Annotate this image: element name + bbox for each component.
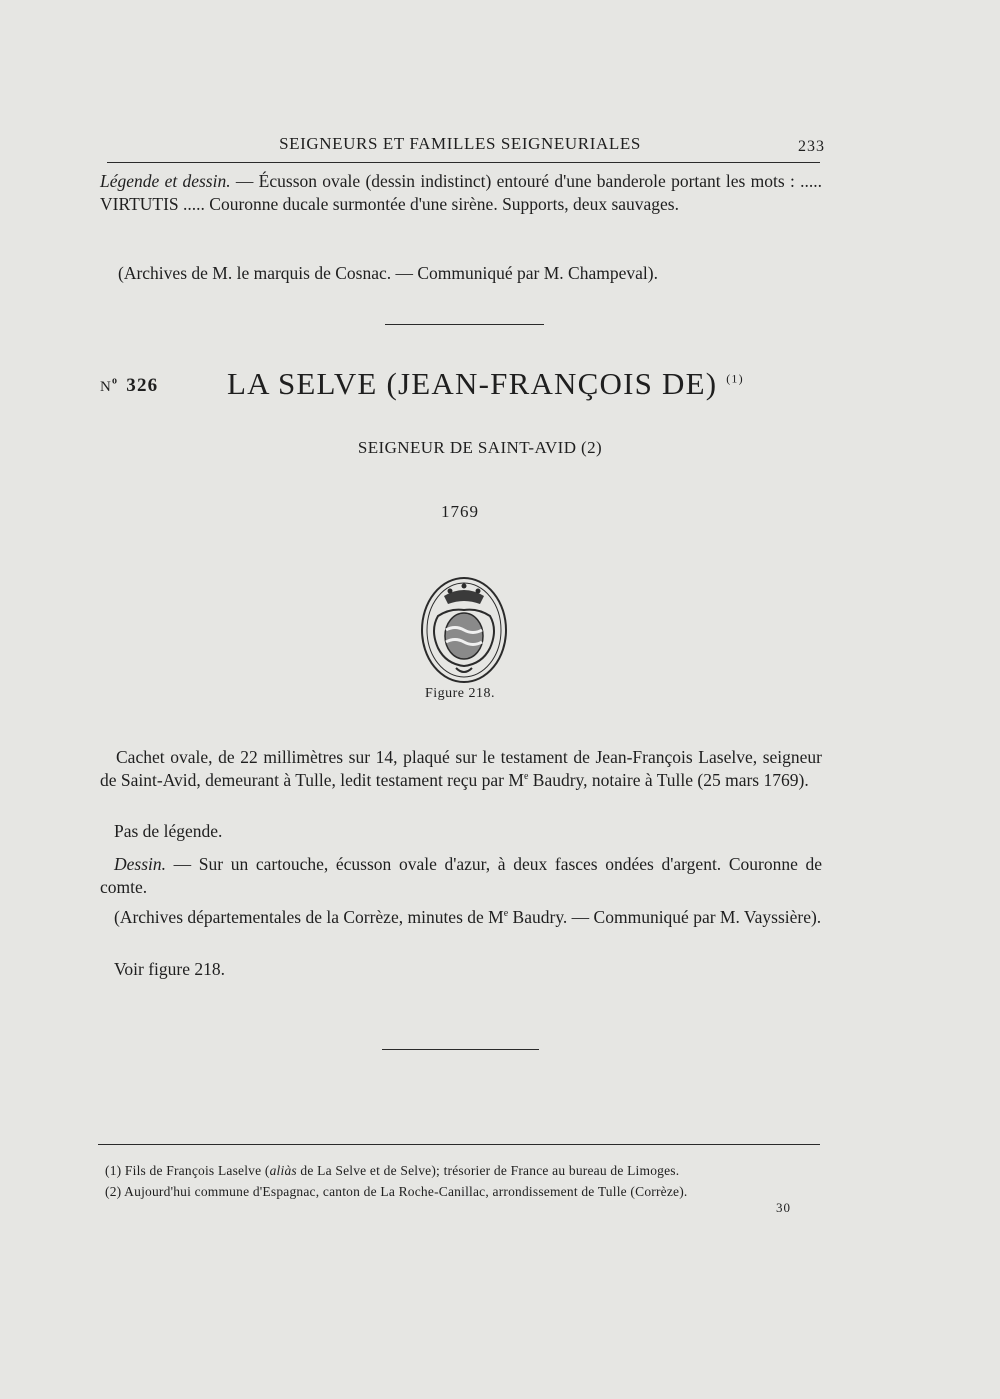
drawing-label: Dessin. (114, 854, 167, 874)
entry-archives: (Archives départementales de la Corrèze, minutes de Me Baudry. — Communiqué par M. Vayssière). (114, 907, 822, 927)
footnote-1: (1) Fils de François Laselve (aliàs de La Selve et de Selve); trésorier de France au bureau de Limoges. (105, 1163, 680, 1178)
figure-caption: Figure 218. (424, 686, 496, 701)
drawing-text: — Sur un cartouche, écusson ovale d'azur, à deux fasces ondées d'argent. Couronne de comte. (100, 854, 822, 897)
page-number: 233 (798, 138, 825, 155)
entry-drawing (100, 853, 822, 899)
legend-text: — Écusson ovale (dessin indistinct) entouré d'une banderole portant les mots : ..... VIRTUTIS ..... Couronne ducale surmontée d'une sirène. Supports, deux sauvages. (100, 171, 822, 214)
entry-year: 1769 (441, 502, 479, 521)
footnote-rule (98, 1144, 820, 1145)
previous-entry-archives: (Archives de M. le marquis de Cosnac. — Communiqué par M. Champeval). (118, 263, 658, 283)
seal-image (418, 574, 510, 684)
entry-name-note: (1) (726, 371, 744, 386)
signature-mark: 30 (776, 1200, 791, 1215)
entry-description: Cachet ovale, de 22 millimètres sur 14, plaqué sur le testament de Jean-François Laselve, seigneur de Saint-Avid, demeurant à Tulle, ledit testament reçu par Me Baudry, notaire à Tulle (25 mars 1769). (100, 747, 822, 790)
footnote-2: (2) Aujourd'hui commune d'Espagnac, canton de La Roche-Canillac, arrondissement de Tulle (Corrèze). (105, 1184, 688, 1199)
section-separator (385, 324, 544, 325)
entry-subtitle: SEIGNEUR DE SAINT-AVID (2) (357, 438, 603, 457)
legend-label: Légende et dessin. (100, 171, 231, 191)
entry-legend: Pas de légende. (114, 821, 223, 841)
see-figure: Voir figure 218. (114, 959, 225, 979)
entry-name: LA SELVE (JEAN-FRANÇOIS DE) $^{(1)}$ (227, 366, 744, 401)
end-separator (382, 1049, 539, 1050)
entry-number: $N^o$ 326 (100, 375, 159, 396)
header-rule (107, 162, 820, 163)
running-head: SEIGNEURS ET FAMILLES SEIGNEURIALES (279, 134, 641, 153)
previous-entry-legend (100, 170, 822, 216)
